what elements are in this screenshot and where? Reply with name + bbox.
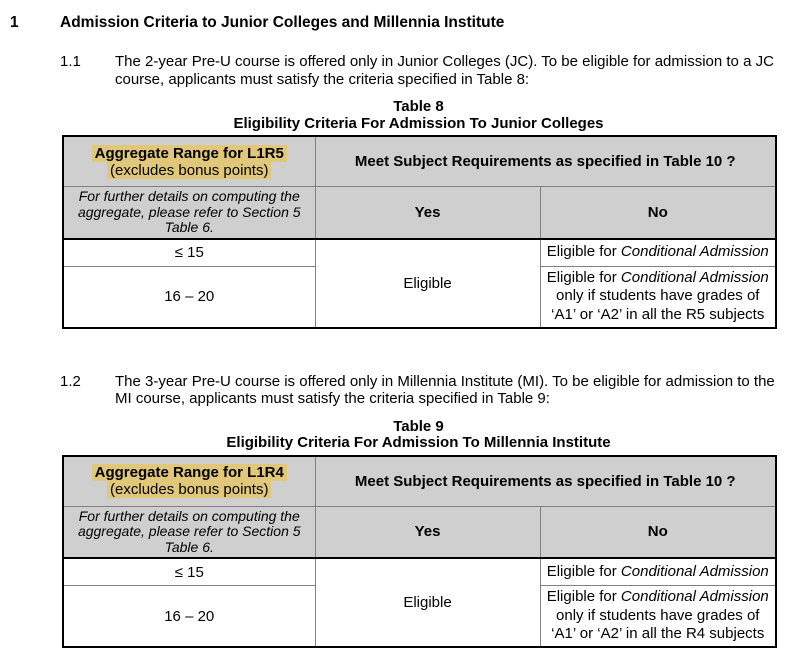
paragraph-text: The 3-year Pre-U course is offered only in Millennia Institute (MI). To be eligible for admission to the MI course, applicants must satisfy the criteria specified in Table 9: [115, 372, 775, 407]
conditional-text-rest: only if students have grades of ‘A1’ or ‘A2’ in all the R4 subjects [551, 606, 765, 643]
aggregate-range-sublabel: (excludes bonus points) [107, 162, 271, 179]
table9-aggregate-header-cell [63, 456, 315, 507]
table8-title [62, 99, 775, 132]
table9-range1-cell: ≤ 15 [63, 558, 315, 586]
section-heading [10, 14, 802, 32]
paragraph-number: 1.2 [60, 372, 81, 390]
paragraph-number: 1.1 [60, 53, 81, 70]
table8-yes-header-cell: Yes [315, 187, 540, 239]
conditional-text-rest: only if students have grades of ‘A1’ or ‘A2’ in all the R5 subjects [551, 287, 765, 323]
paragraph-1-1 [60, 53, 802, 88]
table9-title [62, 419, 775, 452]
table9-no-header-cell: No [540, 506, 776, 558]
table8-aggregate-note-cell: For further details on computing the aggregate, please refer to Section 5 Table 6. [63, 187, 315, 239]
conditional-text: Eligible for [546, 588, 621, 606]
aggregate-range-sublabel: (excludes bonus points) [107, 481, 271, 498]
paragraph-1-2 [60, 373, 802, 408]
table8-eligible-cell: Eligible [315, 239, 540, 328]
conditional-text: Eligible for [546, 243, 621, 261]
aggregate-range-label: Aggregate Range for L1R4 [92, 464, 287, 481]
table8-no-header-cell: No [540, 187, 776, 239]
table9-conditional1-cell [540, 558, 776, 586]
table9-range2-cell: 16 – 20 [63, 586, 315, 648]
conditional-admission-italic: Conditional Admission [620, 562, 769, 580]
paragraph-text: The 2-year Pre-U course is offered only in Junior Colleges (JC). To be eligible for admission to a JC course, applicants must satisfy the criteria specified in Table 8: [115, 53, 774, 88]
document-page [0, 14, 802, 648]
conditional-admission-italic: Conditional Admission [620, 268, 769, 286]
table9-requirements-header-cell: Meet Subject Requirements as specified in Table 10 ? [315, 456, 776, 507]
table9-aggregate-note-cell: For further details on computing the aggregate, please refer to Section 5 Table 6. [63, 506, 315, 558]
table8-range2-cell: 16 – 20 [63, 266, 315, 328]
table9-eligible-cell: Eligible [315, 558, 540, 647]
conditional-admission-italic: Conditional Admission [620, 588, 769, 606]
table8-requirements-header-cell: Meet Subject Requirements as specified in Table 10 ? [315, 136, 776, 187]
table8-range1-cell: ≤ 15 [63, 239, 315, 267]
table-title-line1: Table 8 [393, 98, 444, 115]
table8-aggregate-header-cell [63, 136, 315, 187]
conditional-text: Eligible for [546, 562, 621, 580]
table-9 [62, 455, 777, 649]
table8-conditional2-cell [540, 266, 776, 328]
conditional-text: Eligible for [546, 268, 621, 286]
conditional-admission-italic: Conditional Admission [620, 243, 769, 261]
table8-conditional1-cell [540, 239, 776, 267]
table-title-line1: Table 9 [393, 417, 444, 435]
section-title: Admission Criteria to Junior Colleges and Millennia Institute [60, 14, 505, 31]
table9-conditional2-cell [540, 586, 776, 648]
table-title-line2: Eligibility Criteria For Admission To Millennia Institute [226, 434, 611, 451]
table9-yes-header-cell: Yes [315, 506, 540, 558]
table-8 [62, 135, 777, 329]
table-title-line2: Eligibility Criteria For Admission To Junior Colleges [233, 114, 604, 132]
section-number: 1 [10, 14, 19, 31]
aggregate-range-label: Aggregate Range for L1R5 [92, 145, 287, 162]
